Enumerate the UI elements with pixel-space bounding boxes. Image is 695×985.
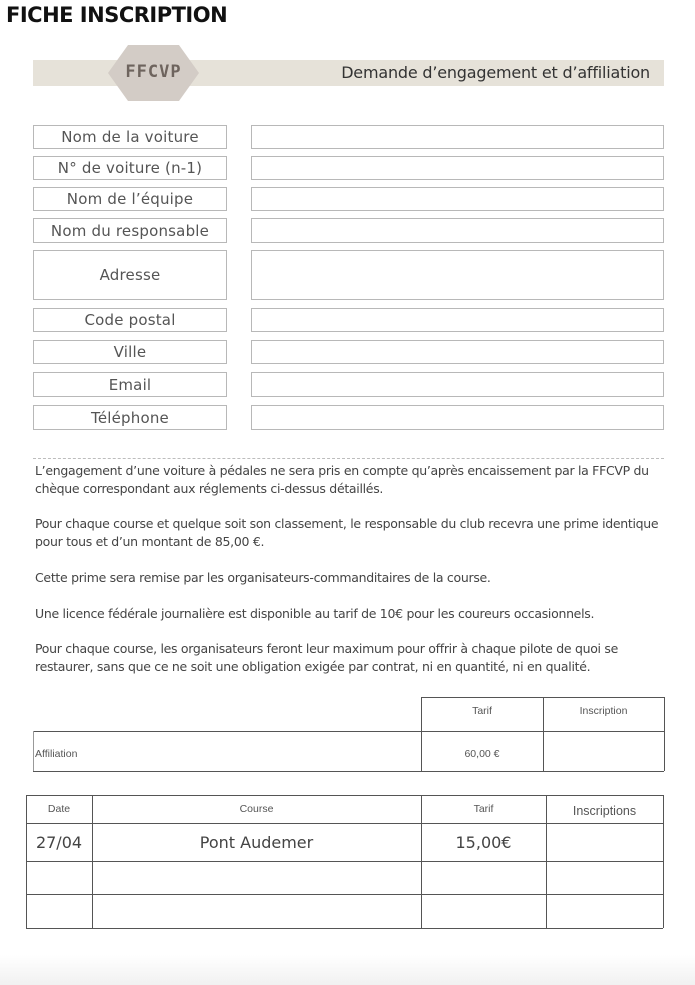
race-row-1-course: Pont Audemer <box>199 832 314 852</box>
paragraph-remise: Cette prime sera remise par les organisateurs-commanditaires de la course. <box>35 570 491 585</box>
input-nom-equipe[interactable] <box>251 187 664 211</box>
input-nom-voiture[interactable] <box>251 125 664 149</box>
races-header-course: Course <box>239 803 274 815</box>
affiliation-header-tarif: Tarif <box>472 705 492 717</box>
input-ville[interactable] <box>251 340 664 364</box>
race-row-3-inscription-input[interactable] <box>547 895 663 928</box>
input-code-postal[interactable] <box>251 308 664 332</box>
races-header-date: Date <box>47 803 71 815</box>
section-divider <box>33 458 664 459</box>
banner-subtitle: Demande d’engagement et d’affiliation <box>341 63 650 82</box>
label-ville: Ville <box>33 340 227 364</box>
paragraph-prime: Pour chaque course et quelque soit son classement, le responsable du club recevra une prime identique pour tous et d’un montant de 85,00 €. <box>35 516 659 549</box>
race-row-1-date: 27/04 <box>35 832 83 852</box>
paragraph-licence: Une licence fédérale journalière est disponible au tarif de 10€ pour les coureurs occasionnels. <box>35 606 595 621</box>
page-bottom-shade <box>0 955 695 985</box>
label-adresse: Adresse <box>33 250 227 300</box>
paragraph-restauration: Pour chaque course, les organisateurs feront leur maximum pour offrir à chaque pilote de quoi se restaurer, sans que ce ne soit une obligation exigée par contrat, ni en quantité, ni en qualité. <box>35 641 618 674</box>
race-row-1-inscription-input[interactable] <box>547 824 663 861</box>
input-telephone[interactable] <box>251 405 664 430</box>
race-row-2-date[interactable] <box>27 862 92 894</box>
input-adresse[interactable] <box>251 250 664 300</box>
label-nom-responsable: Nom du responsable <box>33 218 227 243</box>
race-row-2-tarif[interactable] <box>422 862 546 894</box>
race-row-3-tarif[interactable] <box>422 895 546 928</box>
affiliation-row-tarif: 60,00 € <box>464 748 500 760</box>
input-email[interactable] <box>251 372 664 397</box>
race-row-3-course[interactable] <box>93 895 421 928</box>
races-header-tarif: Tarif <box>473 803 494 815</box>
label-nom-equipe: Nom de l’équipe <box>33 187 227 211</box>
affiliation-inscription-input[interactable] <box>544 732 664 771</box>
label-telephone: Téléphone <box>33 405 227 430</box>
paragraph-engagement: L’engagement d’une voiture à pédales ne sera pris en compte qu’après encaissement par la FFCVP du chèque correspondant aux réglements ci-dessus détaillés. <box>35 463 649 496</box>
label-numero-voiture: N° de voiture (n-1) <box>33 156 227 180</box>
race-row-2-course[interactable] <box>93 862 421 894</box>
affiliation-row-label: Affiliation <box>35 748 78 760</box>
input-numero-voiture[interactable] <box>251 156 664 180</box>
label-code-postal: Code postal <box>33 308 227 332</box>
label-nom-voiture: Nom de la voiture <box>33 125 227 149</box>
page-title: FICHE INSCRIPTION <box>6 3 228 27</box>
label-email: Email <box>33 372 227 397</box>
race-row-3-date[interactable] <box>27 895 92 928</box>
race-row-1-tarif: 15,00€ <box>455 832 512 852</box>
affiliation-header-inscription: Inscription <box>579 705 628 717</box>
race-row-2-inscription-input[interactable] <box>547 862 663 894</box>
logo-text: FFCVP <box>125 62 182 82</box>
input-nom-responsable[interactable] <box>251 218 664 243</box>
races-header-inscriptions: Inscriptions <box>572 804 637 818</box>
